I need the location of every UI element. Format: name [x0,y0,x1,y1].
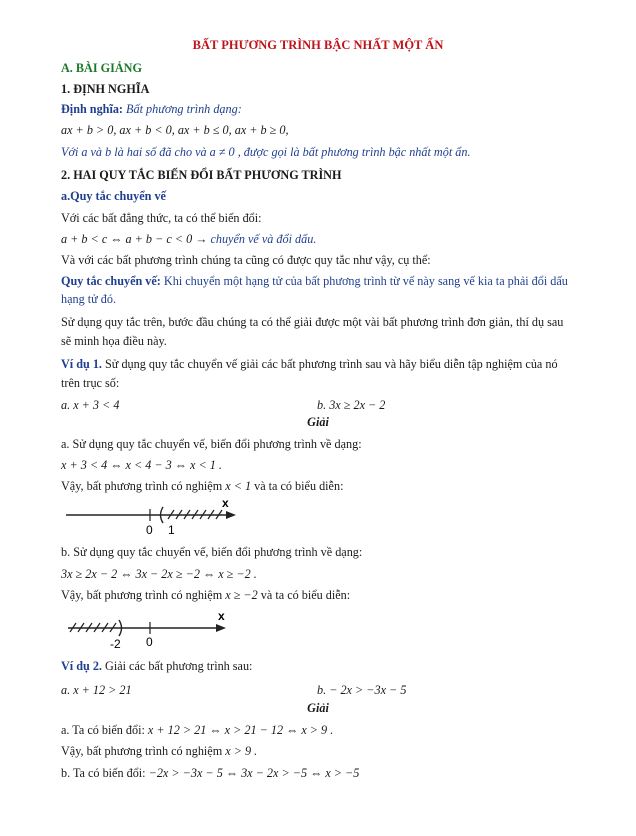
solution-heading-1: Giải [307,415,329,429]
solution-1b-line-1: b. Sử dụng quy tắc chuyển vế, biến đổi phương trình về dạng: [61,545,363,559]
example-1-part-b: b. 3x ≥ 2x − 2 [317,398,386,412]
solution-2b-pre: b. Ta có biến đổi: [61,766,149,780]
solution-heading-2: Giải [307,701,329,715]
axis-2-tick-label-0: 0 [146,635,153,649]
heading-transposition: a.Quy tắc chuyển vế [61,189,166,203]
solution-1b-line-3 [61,587,350,603]
paragraph-3: Và với các bất phương trình chúng ta cũng có được quy tắc như vậy, cụ thể: [61,253,431,267]
solution-2a-pre: a. Ta có biến đổi: [61,723,148,737]
solution-2a-conclusion-pre: Vậy, bất phương trình có nghiệm [61,744,226,758]
paragraph-2 [61,231,316,247]
heading-rules: 2. HAI QUY TẮC BIẾN ĐỔI BẤT PHƯƠNG TRÌNH [61,168,342,182]
example-2-part-b: b. − 2x > −3x − 5 [317,683,407,697]
example-2-line [61,658,252,674]
paragraph-4-line-2: sẽ minh họa điều này. [61,334,167,348]
transposition-note: chuyển vế và đổi dấu. [207,232,317,246]
paragraph-1: Với các bất đẳng thức, ta có thể biến đổi: [61,211,262,225]
solution-2b-math: −2x > −3x − 5 ⇔ 3x − 2x > −5 ⇔ x > −5 [148,766,360,780]
solution-2a-line-1 [61,722,333,738]
solution-1b-pre: Vậy, bất phương trình có nghiệm [61,588,226,602]
transposition-math: a + b < c ⇔ a + b − c < 0 → [61,232,208,246]
example-1-line-1 [61,356,558,372]
solution-2b-line [61,765,359,781]
example-2-text: Giải các bất phương trình sau: [101,659,253,673]
solution-1b-math: x ≥ −2 [225,588,261,602]
axis-2-tick-label-neg2: -2 [110,637,121,651]
definition-note: Với a và b là hai số đã cho và a ≠ 0 , được gọi là bất phương trình bậc nhất một ẩn. [61,145,471,159]
example-1-label: Ví dụ 1. [61,357,102,371]
rule-label: Quy tắc chuyển vế: [61,274,161,288]
solution-1a-post: và ta có biểu diễn: [254,479,344,493]
axis-2-arrow [216,624,226,632]
example-1-text: Sử dụng quy tắc chuyển vế giải các bất phương trình sau và hãy biểu diễn tập nghiệm của nó [101,357,558,371]
solution-1a-line-2: x + 3 < 4 ⇔ x < 4 − 3 ⇔ x < 1 . [61,458,222,472]
definition-line [61,101,242,117]
solution-1b-post: và ta có biểu diễn: [260,588,351,602]
solution-1b-line-2: 3x ≥ 2x − 2 ⇔ 3x − 2x ≥ −2 ⇔ x ≥ −2 . [61,567,257,581]
example-2-label: Ví dụ 2. [61,659,102,673]
example-2-part-a: a. x + 12 > 21 [61,683,132,697]
solution-1a-math: x < 1 [225,479,255,493]
solution-1a-pre: Vậy, bất phương trình có nghiệm [61,479,226,493]
rule-line-1 [61,273,568,289]
solution-1a-line-3 [61,478,343,494]
axis-1-arrow [226,511,236,519]
example-1-line-2: trên trục số: [61,376,120,390]
section-a-heading: A. BÀI GIẢNG [61,61,142,75]
solution-2a-line-2 [61,743,257,759]
axis-1-tick-label-1: 1 [168,523,175,537]
heading-definition: 1. ĐỊNH NGHĨA [61,82,150,96]
number-line-1 [60,496,250,540]
solution-1a-line-1: a. Sử dụng quy tắc chuyển vế, biến đổi phương trình về dạng: [61,437,362,451]
solution-2a-conclusion-math: x > 9 . [225,744,258,758]
number-line-2 [60,608,250,652]
example-1-part-a: a. x + 3 < 4 [61,398,120,412]
rule-line-2: hạng tử đó. [61,292,117,306]
paragraph-4-line-1: Sử dụng quy tắc trên, bước đầu chúng ta có thể giải được một vài bất phương trình đơn giản, thí dụ sau [61,315,564,329]
rule-text-1: Khi chuyển một hạng tử của bất phương trình từ vế này sang vế kia ta phải đổi dấu [160,274,568,288]
definition-label: Định nghĩa: [61,102,123,116]
page-title: BẤT PHƯƠNG TRÌNH BẬC NHẤT MỘT ẨN [192,38,444,52]
axis-1-tick-label-0: 0 [146,523,153,537]
axis-1-var: x [222,496,229,510]
axis-2-var: x [218,609,225,623]
definition-forms: ax + b > 0, ax + b < 0, ax + b ≤ 0, ax + b ≥ 0, [61,123,289,137]
solution-2a-math: x + 12 > 21 ⇔ x > 21 − 12 ⇔ x > 9 . [147,723,334,737]
definition-text: Bất phương trình dạng: [122,102,242,116]
